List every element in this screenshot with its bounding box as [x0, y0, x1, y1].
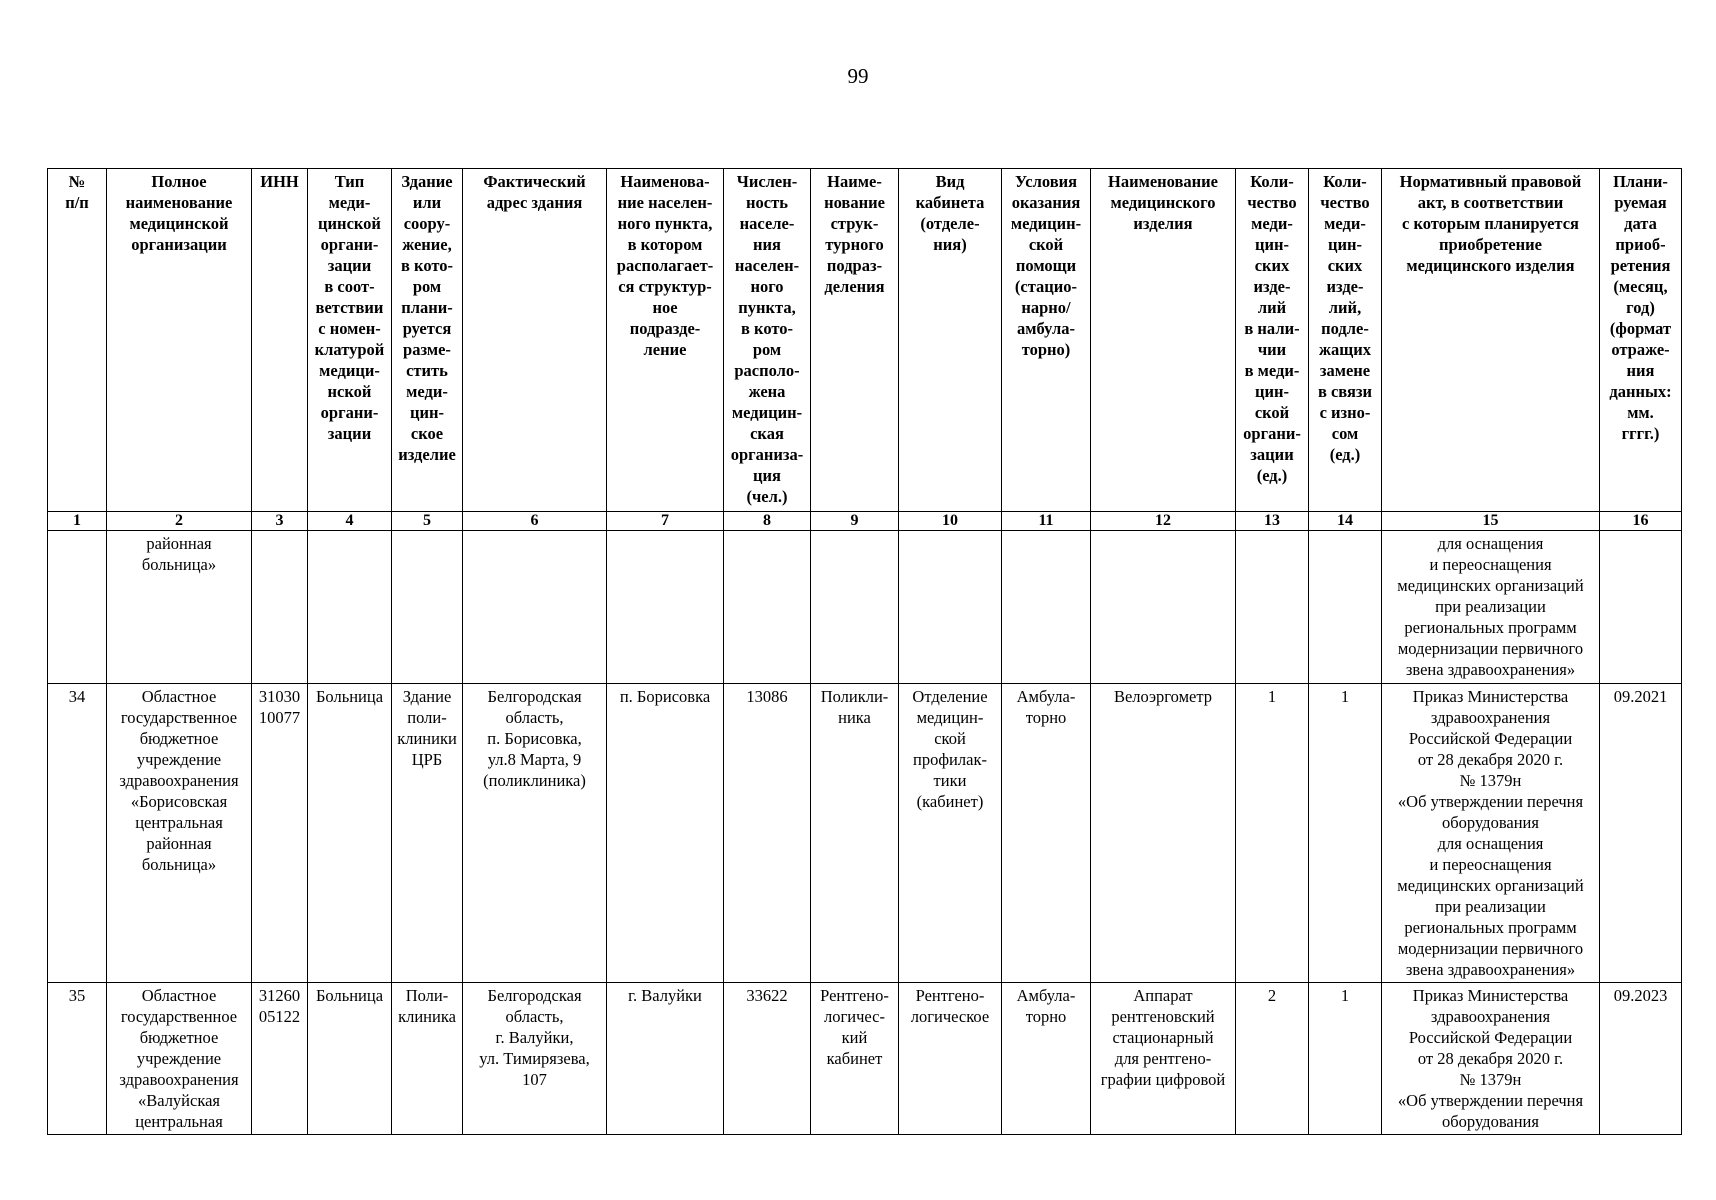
- header-cell-care-conditions: Условия оказания медицин- ской помощи (стацио- нарно/ амбула- торно): [1002, 169, 1091, 512]
- table-cell: Велоэргометр: [1091, 684, 1236, 983]
- table-cell: Приказ Министерства здравоохранения Российской Федерации от 28 декабря 2020 г. № 1379н «Об утверждении перечня оборудования: [1382, 983, 1600, 1135]
- table-cell: 09.2021: [1600, 684, 1682, 983]
- header-cell-planned-date: Плани- руемая дата приоб- ретения (месяц, год) (формат отраже- ния данных: мм. гггг.): [1600, 169, 1682, 512]
- column-number: 5: [392, 512, 463, 531]
- header-cell-building: Здание или соору- жение, в кото- ром плани- руется разме- стить меди- цин- ское изделие: [392, 169, 463, 512]
- table-cell: 2: [1236, 983, 1309, 1135]
- header-cell-number: № п/п: [48, 169, 107, 512]
- table-cell: 1: [1309, 684, 1382, 983]
- column-number: 11: [1002, 512, 1091, 531]
- column-number: 6: [463, 512, 607, 531]
- table-header-row: [48, 169, 1682, 512]
- table-cell: Областное государственное бюджетное учреждение здравоохранения «Борисовская центральная районная больница»: [107, 684, 252, 983]
- table-cell: Областное государственное бюджетное учреждение здравоохранения «Валуйская центральная: [107, 983, 252, 1135]
- table-cell: [48, 531, 107, 684]
- table-cell: 34: [48, 684, 107, 983]
- table-row: [48, 684, 1682, 983]
- table-cell: Поликли- ника: [811, 684, 899, 983]
- table-cell: [1091, 531, 1236, 684]
- column-number: 7: [607, 512, 724, 531]
- table-cell: [1309, 531, 1382, 684]
- table-cell: [607, 531, 724, 684]
- header-cell-population: Числен- ность населе- ния населен- ного пункта, в кото- ром располо- жена медицин- ская организа- ция (чел.): [724, 169, 811, 512]
- table-cell: [252, 531, 308, 684]
- column-number: 9: [811, 512, 899, 531]
- column-number: 3: [252, 512, 308, 531]
- equipment-table: [47, 168, 1682, 1135]
- table-cell: 31030 10077: [252, 684, 308, 983]
- table-cell: Аппарат рентгеновский стационарный для рентгено- графии цифровой: [1091, 983, 1236, 1135]
- table-cell: Отделение медицин- ской профилак- тики (кабинет): [899, 684, 1002, 983]
- table-cell: Рентгено- логическое: [899, 983, 1002, 1135]
- header-cell-org-name: Полное наименование медицинской организации: [107, 169, 252, 512]
- table-cell: п. Борисовка: [607, 684, 724, 983]
- table-cell: Поли- клиника: [392, 983, 463, 1135]
- header-cell-legal-act: Нормативный правовой акт, в соответствии с которым планируется приобретение медицинского изделия: [1382, 169, 1600, 512]
- table-cell: для оснащения и переоснащения медицинских организаций при реализации региональных программ модернизации первичного звена здравоохранения»: [1382, 531, 1600, 684]
- header-cell-address: Фактический адрес здания: [463, 169, 607, 512]
- table-cell: [1236, 531, 1309, 684]
- table-cell: Белгородская область, п. Борисовка, ул.8 Марта, 9 (поликлиника): [463, 684, 607, 983]
- table-cell: Рентгено- логичес- кий кабинет: [811, 983, 899, 1135]
- table-cell: Больница: [308, 983, 392, 1135]
- column-number: 13: [1236, 512, 1309, 531]
- table-cell: [392, 531, 463, 684]
- table-cell: [811, 531, 899, 684]
- header-cell-cabinet-type: Вид кабинета (отделе- ния): [899, 169, 1002, 512]
- column-number: 1: [48, 512, 107, 531]
- table-cell: г. Валуйки: [607, 983, 724, 1135]
- table-cell: Белгородская область, г. Валуйки, ул. Тимирязева, 107: [463, 983, 607, 1135]
- table-cell: Больница: [308, 684, 392, 983]
- header-cell-inn: ИНН: [252, 169, 308, 512]
- table-cell: Приказ Министерства здравоохранения Российской Федерации от 28 декабря 2020 г. № 1379н «Об утверждении перечня оборудования для оснащения и переоснащения медицинских организаций при реализации региональных программ модернизации первичного звена здравоохранения»: [1382, 684, 1600, 983]
- table-cell: [724, 531, 811, 684]
- table-cell: 09.2023: [1600, 983, 1682, 1135]
- table-cell: Здание поли- клиники ЦРБ: [392, 684, 463, 983]
- column-number: 15: [1382, 512, 1600, 531]
- column-number: 14: [1309, 512, 1382, 531]
- header-cell-qty-replace: Коли- чество меди- цин- ских изде- лий, подле- жащих замене в связи с изно- сом (ед.): [1309, 169, 1382, 512]
- table-cell: [1002, 531, 1091, 684]
- column-number: 4: [308, 512, 392, 531]
- table-cell: 33622: [724, 983, 811, 1135]
- header-cell-qty-available: Коли- чество меди- цин- ских изде- лий в нали- чии в меди- цин- ской органи- зации (ед.): [1236, 169, 1309, 512]
- column-number: 12: [1091, 512, 1236, 531]
- column-number: 16: [1600, 512, 1682, 531]
- header-cell-settlement: Наименова- ние населен- ного пункта, в котором располагает- ся структур- ное подразде- ление: [607, 169, 724, 512]
- column-number: 10: [899, 512, 1002, 531]
- column-number-row: [48, 512, 1682, 531]
- table-cell: Амбула- торно: [1002, 983, 1091, 1135]
- table-cell: 13086: [724, 684, 811, 983]
- table-cell: [308, 531, 392, 684]
- table-cell: 1: [1309, 983, 1382, 1135]
- table-cell: Амбула- торно: [1002, 684, 1091, 983]
- column-number: 8: [724, 512, 811, 531]
- table-row: [48, 531, 1682, 684]
- page-number: 99: [847, 64, 869, 88]
- table-cell: 1: [1236, 684, 1309, 983]
- header-cell-subdivision: Наиме- нование струк- турного подраз- деления: [811, 169, 899, 512]
- table-cell: [899, 531, 1002, 684]
- table-cell: [463, 531, 607, 684]
- table-cell: районная больница»: [107, 531, 252, 684]
- column-number: 2: [107, 512, 252, 531]
- header-cell-org-type: Тип меди- цинской органи- зации в соот- ветствии с номен- клатурой медици- нской органи- зации: [308, 169, 392, 512]
- table-row: [48, 983, 1682, 1135]
- header-cell-device-name: Наименование медицинского изделия: [1091, 169, 1236, 512]
- table-cell: 35: [48, 983, 107, 1135]
- table-cell: [1600, 531, 1682, 684]
- table-cell: 31260 05122: [252, 983, 308, 1135]
